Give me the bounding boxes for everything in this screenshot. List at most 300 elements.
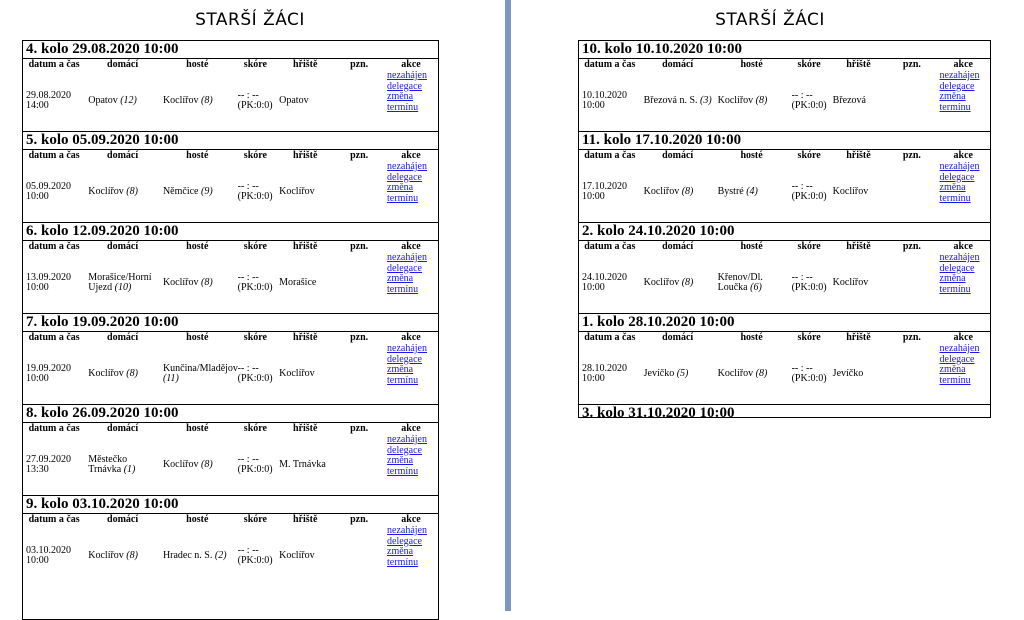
not-started-link[interactable]: nezahájen xyxy=(387,70,427,81)
home-team-name: Jevíčko xyxy=(643,368,675,379)
round-block xyxy=(23,41,438,132)
round-heading: 5. kolo 05.09.2020 10:00 xyxy=(23,132,438,150)
match-datetime xyxy=(579,253,641,313)
match-time: 10:00 xyxy=(26,191,49,202)
rounds-list xyxy=(22,40,439,620)
field-header: hřiště xyxy=(292,423,318,434)
change-term-link-cont[interactable]: termínu xyxy=(387,465,419,477)
home-team-rank: (3) xyxy=(700,95,712,106)
guest-team-name: Němčice xyxy=(162,186,199,197)
not-started-link[interactable]: nezahájen xyxy=(939,343,980,354)
field-header: hřiště xyxy=(846,241,871,252)
round-heading: 8. kolo 26.09.2020 10:00 xyxy=(23,405,438,423)
guest-team-name: Bystré xyxy=(717,186,744,197)
note-header: pzn. xyxy=(902,332,921,343)
guest-header: hosté xyxy=(740,332,763,343)
actions-header: akce xyxy=(401,514,421,525)
guest-team-rank: (8) xyxy=(200,277,213,288)
guest-header: hosté xyxy=(186,59,209,70)
guest-team-name: Koclířov xyxy=(162,95,199,106)
guest-team-rank: (11) xyxy=(162,373,179,384)
match-score xyxy=(235,71,277,131)
match-date: 03.10.2020 xyxy=(26,545,71,556)
home-team xyxy=(641,71,715,131)
guest-team xyxy=(715,253,789,313)
match-actions xyxy=(384,253,438,313)
home-team-rank: (8) xyxy=(126,368,138,379)
match-field: Koclířov xyxy=(279,186,315,197)
header-row xyxy=(579,59,990,71)
match-date: 19.09.2020 xyxy=(26,363,71,374)
penalty-score: (PK:0:0) xyxy=(237,282,273,293)
page-title: STARŠÍ ŽÁCI xyxy=(715,10,825,30)
match-datetime xyxy=(579,344,641,404)
score-header: skóre xyxy=(797,59,821,70)
change-term-link[interactable]: změna xyxy=(387,546,414,557)
page-left xyxy=(0,0,500,611)
match-actions xyxy=(384,435,438,495)
round-heading: 4. kolo 29.08.2020 10:00 xyxy=(23,41,438,59)
round-block xyxy=(23,132,438,223)
penalty-score: (PK:0:0) xyxy=(237,464,273,475)
match-time: 14:00 xyxy=(26,100,49,111)
field-header: hřiště xyxy=(292,150,318,161)
home-team-rank: (12) xyxy=(120,95,137,106)
datetime-header: datum a čas xyxy=(584,332,636,343)
home-team xyxy=(85,344,160,404)
match-row xyxy=(23,253,438,313)
field-header: hřiště xyxy=(292,59,318,70)
header-row xyxy=(23,150,438,162)
change-term-link-cont[interactable]: termínu xyxy=(387,101,419,113)
score-header: skóre xyxy=(243,423,267,434)
match-time: 10:00 xyxy=(26,555,49,566)
header-row xyxy=(579,332,990,344)
actions-header: akce xyxy=(953,332,973,343)
match-date: 27.09.2020 xyxy=(26,454,71,465)
match-datetime xyxy=(23,435,85,495)
change-term-link[interactable]: změna xyxy=(387,455,414,466)
guest-header: hosté xyxy=(740,241,763,252)
change-term-link[interactable]: změna xyxy=(939,182,966,193)
score-header: skóre xyxy=(797,150,821,161)
actions-header: akce xyxy=(401,423,421,434)
guest-team-rank: (8) xyxy=(755,95,768,106)
home-team xyxy=(85,162,160,222)
match-table xyxy=(579,332,990,404)
match-field: Koclířov xyxy=(832,186,869,197)
home-team xyxy=(641,162,715,222)
match-table xyxy=(579,241,990,313)
home-team-rank: (8) xyxy=(681,186,694,197)
guest-team xyxy=(160,253,235,313)
delegation-link[interactable]: delegace xyxy=(387,262,422,274)
match-table xyxy=(23,332,438,404)
match-note xyxy=(334,71,384,131)
page-title: STARŠÍ ŽÁCI xyxy=(195,10,305,30)
score-value: -- : -- xyxy=(237,272,259,283)
match-datetime xyxy=(23,526,85,586)
home-team-name: Koclířov xyxy=(88,368,124,379)
guest-team-rank: (6) xyxy=(750,282,762,293)
match-datetime xyxy=(579,162,641,222)
match-score xyxy=(789,253,830,313)
score-header: skóre xyxy=(243,59,267,70)
change-term-link-cont[interactable]: termínu xyxy=(939,374,971,386)
guest-header: hosté xyxy=(186,514,209,525)
guest-header: hosté xyxy=(186,332,209,343)
delegation-link[interactable]: delegace xyxy=(939,353,975,365)
home-team-rank: (8) xyxy=(126,186,138,197)
guest-team xyxy=(160,344,238,404)
datetime-header: datum a čas xyxy=(28,59,80,70)
note-header: pzn. xyxy=(350,150,369,161)
round-block xyxy=(23,405,438,496)
round-heading: 2. kolo 24.10.2020 10:00 xyxy=(579,223,990,241)
field-header: hřiště xyxy=(292,241,318,252)
home-header: domácí xyxy=(107,59,139,70)
match-note xyxy=(334,162,384,222)
home-team-name: Koclířov xyxy=(643,277,680,288)
guest-team-name: Hradec n. S. xyxy=(162,550,213,561)
penalty-score: (PK:0:0) xyxy=(237,191,273,202)
match-field: M. Trnávka xyxy=(279,459,326,470)
guest-header: hosté xyxy=(186,241,209,252)
home-team xyxy=(641,344,715,404)
match-datetime xyxy=(23,344,85,404)
field-header: hřiště xyxy=(846,150,871,161)
round-block xyxy=(579,223,990,314)
match-field: Koclířov xyxy=(832,277,869,288)
datetime-header: datum a čas xyxy=(28,514,80,525)
note-header: pzn. xyxy=(902,241,921,252)
actions-header: akce xyxy=(953,59,973,70)
guest-header: hosté xyxy=(186,150,209,161)
match-table xyxy=(23,514,438,586)
page-right xyxy=(516,0,1024,611)
score-value: -- : -- xyxy=(237,545,259,556)
guest-team-name: Koclířov xyxy=(717,368,754,379)
note-header: pzn. xyxy=(350,59,369,70)
match-row xyxy=(579,253,990,313)
round-block xyxy=(23,496,438,586)
change-term-link[interactable]: změna xyxy=(939,364,966,375)
not-started-link[interactable]: nezahájen xyxy=(387,161,427,172)
change-term-link[interactable]: změna xyxy=(387,364,414,375)
match-time: 10:00 xyxy=(582,100,605,111)
actions-header: akce xyxy=(401,59,421,70)
not-started-link[interactable]: nezahájen xyxy=(939,161,980,172)
guest-team-rank: (2) xyxy=(214,550,227,561)
match-actions xyxy=(937,71,990,131)
penalty-score: (PK:0:0) xyxy=(791,282,827,293)
guest-team-name: Křenov/Dl. Loučka xyxy=(717,272,763,293)
datetime-header: datum a čas xyxy=(28,332,80,343)
field-header: hřiště xyxy=(292,332,318,343)
score-header: skóre xyxy=(797,332,821,343)
score-value: -- : -- xyxy=(791,272,813,283)
change-term-link[interactable]: změna xyxy=(387,91,414,102)
not-started-link[interactable]: nezahájen xyxy=(387,343,427,354)
score-value: -- : -- xyxy=(237,454,259,465)
guest-header: hosté xyxy=(740,59,763,70)
home-team-rank: (10) xyxy=(114,282,132,293)
actions-header: akce xyxy=(953,150,973,161)
field-header: hřiště xyxy=(846,332,871,343)
match-actions xyxy=(384,71,438,131)
round-block xyxy=(579,405,990,422)
home-team xyxy=(85,526,160,586)
datetime-header: datum a čas xyxy=(584,150,636,161)
guest-team-rank: (8) xyxy=(200,95,213,106)
match-note xyxy=(334,526,384,586)
note-header: pzn. xyxy=(350,332,369,343)
match-field: Opatov xyxy=(279,95,309,106)
delegation-link[interactable]: delegace xyxy=(939,80,975,92)
match-table xyxy=(579,150,990,222)
page-separator xyxy=(500,0,516,611)
match-row xyxy=(23,162,438,222)
match-date: 24.10.2020 xyxy=(582,272,627,283)
match-row xyxy=(23,435,438,495)
datetime-header: datum a čas xyxy=(584,59,636,70)
match-field: Koclířov xyxy=(279,368,315,379)
round-heading: 7. kolo 19.09.2020 10:00 xyxy=(23,314,438,332)
change-term-link-cont[interactable]: termínu xyxy=(939,101,971,113)
match-note xyxy=(887,162,936,222)
delegation-link[interactable]: delegace xyxy=(387,444,422,456)
penalty-score: (PK:0:0) xyxy=(237,555,273,566)
field-header: hřiště xyxy=(292,514,318,525)
home-team-name: Koclířov xyxy=(643,186,680,197)
change-term-link[interactable]: změna xyxy=(387,182,414,193)
change-term-link[interactable]: změna xyxy=(387,273,414,284)
datetime-header: datum a čas xyxy=(28,150,80,161)
match-field: Koclířov xyxy=(279,550,315,561)
match-table xyxy=(23,150,438,222)
home-header: domácí xyxy=(662,59,694,70)
penalty-score: (PK:0:0) xyxy=(791,373,827,384)
home-team xyxy=(641,253,715,313)
change-term-link-cont[interactable]: termínu xyxy=(939,283,971,295)
match-date: 05.09.2020 xyxy=(26,181,71,192)
match-time: 10:00 xyxy=(26,282,49,293)
home-header: domácí xyxy=(107,514,139,525)
home-header: domácí xyxy=(107,332,139,343)
header-row xyxy=(23,332,438,344)
rounds-list xyxy=(578,40,991,421)
change-term-link-cont[interactable]: termínu xyxy=(387,556,419,568)
not-started-link[interactable]: nezahájen xyxy=(387,434,427,445)
header-row xyxy=(579,241,990,253)
change-term-link[interactable]: změna xyxy=(939,273,966,284)
match-datetime xyxy=(23,162,85,222)
match-time: 10:00 xyxy=(582,282,605,293)
match-score xyxy=(789,162,830,222)
match-note xyxy=(887,253,936,313)
round-block xyxy=(23,223,438,314)
match-time: 13:30 xyxy=(26,464,49,475)
match-note xyxy=(334,435,384,495)
score-value: -- : -- xyxy=(237,181,259,192)
match-note xyxy=(334,344,384,404)
guest-header: hosté xyxy=(186,423,209,434)
score-header: skóre xyxy=(243,514,267,525)
note-header: pzn. xyxy=(350,514,369,525)
round-block xyxy=(579,41,990,132)
note-header: pzn. xyxy=(350,241,369,252)
header-row xyxy=(23,514,438,526)
home-header: domácí xyxy=(662,241,694,252)
not-started-link[interactable]: nezahájen xyxy=(939,252,980,263)
match-row xyxy=(23,344,438,404)
guest-team-rank: (9) xyxy=(200,186,213,197)
round-heading: 1. kolo 28.10.2020 10:00 xyxy=(579,314,990,332)
match-note xyxy=(334,253,384,313)
datetime-header: datum a čas xyxy=(28,241,80,252)
not-started-link[interactable]: nezahájen xyxy=(387,525,427,536)
match-table xyxy=(579,59,990,131)
round-heading: 6. kolo 12.09.2020 10:00 xyxy=(23,223,438,241)
guest-team-name: Koclířov xyxy=(717,95,754,106)
guest-team-rank: (8) xyxy=(200,459,213,470)
guest-team xyxy=(160,71,235,131)
home-team-name: Koclířov xyxy=(88,186,124,197)
penalty-score: (PK:0:0) xyxy=(237,373,273,384)
guest-team-rank: (4) xyxy=(746,186,758,197)
match-time: 10:00 xyxy=(26,373,49,384)
round-heading: 3. kolo 31.10.2020 10:00 xyxy=(582,405,735,421)
score-header: skóre xyxy=(243,150,267,161)
actions-header: akce xyxy=(953,241,973,252)
score-header: skóre xyxy=(243,332,267,343)
note-header: pzn. xyxy=(902,150,921,161)
match-actions xyxy=(937,344,990,404)
score-header: skóre xyxy=(243,241,267,252)
home-team-name: Městečko Trnávka xyxy=(88,454,128,475)
match-score xyxy=(235,435,277,495)
header-row xyxy=(23,59,438,71)
actions-header: akce xyxy=(401,241,421,252)
home-header: domácí xyxy=(662,332,694,343)
delegation-link[interactable]: delegace xyxy=(387,171,422,183)
home-team-rank: (8) xyxy=(126,550,138,561)
home-team xyxy=(85,435,160,495)
not-started-link[interactable]: nezahájen xyxy=(387,252,427,263)
guest-team xyxy=(160,435,235,495)
match-score xyxy=(789,344,830,404)
delegation-link[interactable]: delegace xyxy=(387,353,422,365)
match-field: Morašice xyxy=(279,277,317,288)
guest-team-name: Koclířov xyxy=(162,277,199,288)
guest-team xyxy=(715,344,789,404)
match-table xyxy=(23,423,438,495)
match-date: 17.10.2020 xyxy=(582,181,627,192)
header-row xyxy=(23,423,438,435)
delegation-link[interactable]: delegace xyxy=(387,535,422,547)
guest-team xyxy=(715,162,789,222)
match-score xyxy=(235,526,277,586)
guest-team-rank: (8) xyxy=(755,368,768,379)
home-header: domácí xyxy=(107,241,139,252)
match-row xyxy=(23,526,438,586)
match-score xyxy=(235,162,277,222)
note-header: pzn. xyxy=(902,59,921,70)
delegation-link[interactable]: delegace xyxy=(387,80,422,92)
change-term-link-cont[interactable]: termínu xyxy=(387,374,419,386)
match-datetime xyxy=(579,71,641,131)
match-score xyxy=(789,71,830,131)
score-value: -- : -- xyxy=(237,90,259,101)
penalty-score: (PK:0:0) xyxy=(791,100,827,111)
datetime-header: datum a čas xyxy=(28,423,80,434)
actions-header: akce xyxy=(401,332,421,343)
penalty-score: (PK:0:0) xyxy=(791,191,827,202)
note-header: pzn. xyxy=(350,423,369,434)
match-actions xyxy=(937,253,990,313)
home-team-name: Opatov xyxy=(88,95,118,106)
guest-team xyxy=(160,526,235,586)
guest-header: hosté xyxy=(740,150,763,161)
match-note xyxy=(887,344,936,404)
score-header: skóre xyxy=(797,241,821,252)
match-date: 13.09.2020 xyxy=(26,272,71,283)
datetime-header: datum a čas xyxy=(584,241,636,252)
change-term-link-cont[interactable]: termínu xyxy=(387,192,419,204)
guest-team-name: Kunčina/Mladějov xyxy=(162,363,238,374)
score-value: -- : -- xyxy=(791,363,813,374)
round-heading: 11. kolo 17.10.2020 10:00 xyxy=(579,132,990,150)
home-team-rank: (5) xyxy=(676,368,689,379)
home-header: domácí xyxy=(107,423,139,434)
delegation-link[interactable]: delegace xyxy=(939,171,975,183)
home-team-rank: (8) xyxy=(681,277,694,288)
home-team xyxy=(85,253,160,313)
match-score xyxy=(235,253,277,313)
match-time: 10:00 xyxy=(582,191,605,202)
match-datetime xyxy=(23,71,85,131)
match-date: 10.10.2020 xyxy=(582,90,627,101)
score-value: -- : -- xyxy=(791,181,813,192)
guest-team-name: Koclířov xyxy=(162,459,199,470)
match-date: 29.08.2020 xyxy=(26,90,71,101)
not-started-link[interactable]: nezahájen xyxy=(939,70,980,81)
match-table xyxy=(23,59,438,131)
change-term-link[interactable]: změna xyxy=(939,91,966,102)
match-actions xyxy=(384,526,438,586)
match-actions xyxy=(384,162,438,222)
round-block xyxy=(23,314,438,405)
guest-team xyxy=(715,71,789,131)
delegation-link[interactable]: delegace xyxy=(939,262,975,274)
home-header: domácí xyxy=(662,150,694,161)
match-row xyxy=(579,162,990,222)
round-block xyxy=(579,132,990,223)
change-term-link-cont[interactable]: termínu xyxy=(387,283,419,295)
score-value: -- : -- xyxy=(237,363,259,374)
home-team-name: Březová n. S. xyxy=(643,95,698,106)
round-block xyxy=(579,314,990,405)
match-score xyxy=(235,344,277,404)
round-heading: 9. kolo 03.10.2020 10:00 xyxy=(23,496,438,514)
home-team-name: Koclířov xyxy=(88,550,124,561)
change-term-link-cont[interactable]: termínu xyxy=(939,192,971,204)
match-field: Březová xyxy=(832,95,866,106)
match-row xyxy=(23,71,438,131)
score-value: -- : -- xyxy=(791,90,813,101)
home-team xyxy=(85,71,160,131)
round-heading: 10. kolo 10.10.2020 10:00 xyxy=(579,41,990,59)
